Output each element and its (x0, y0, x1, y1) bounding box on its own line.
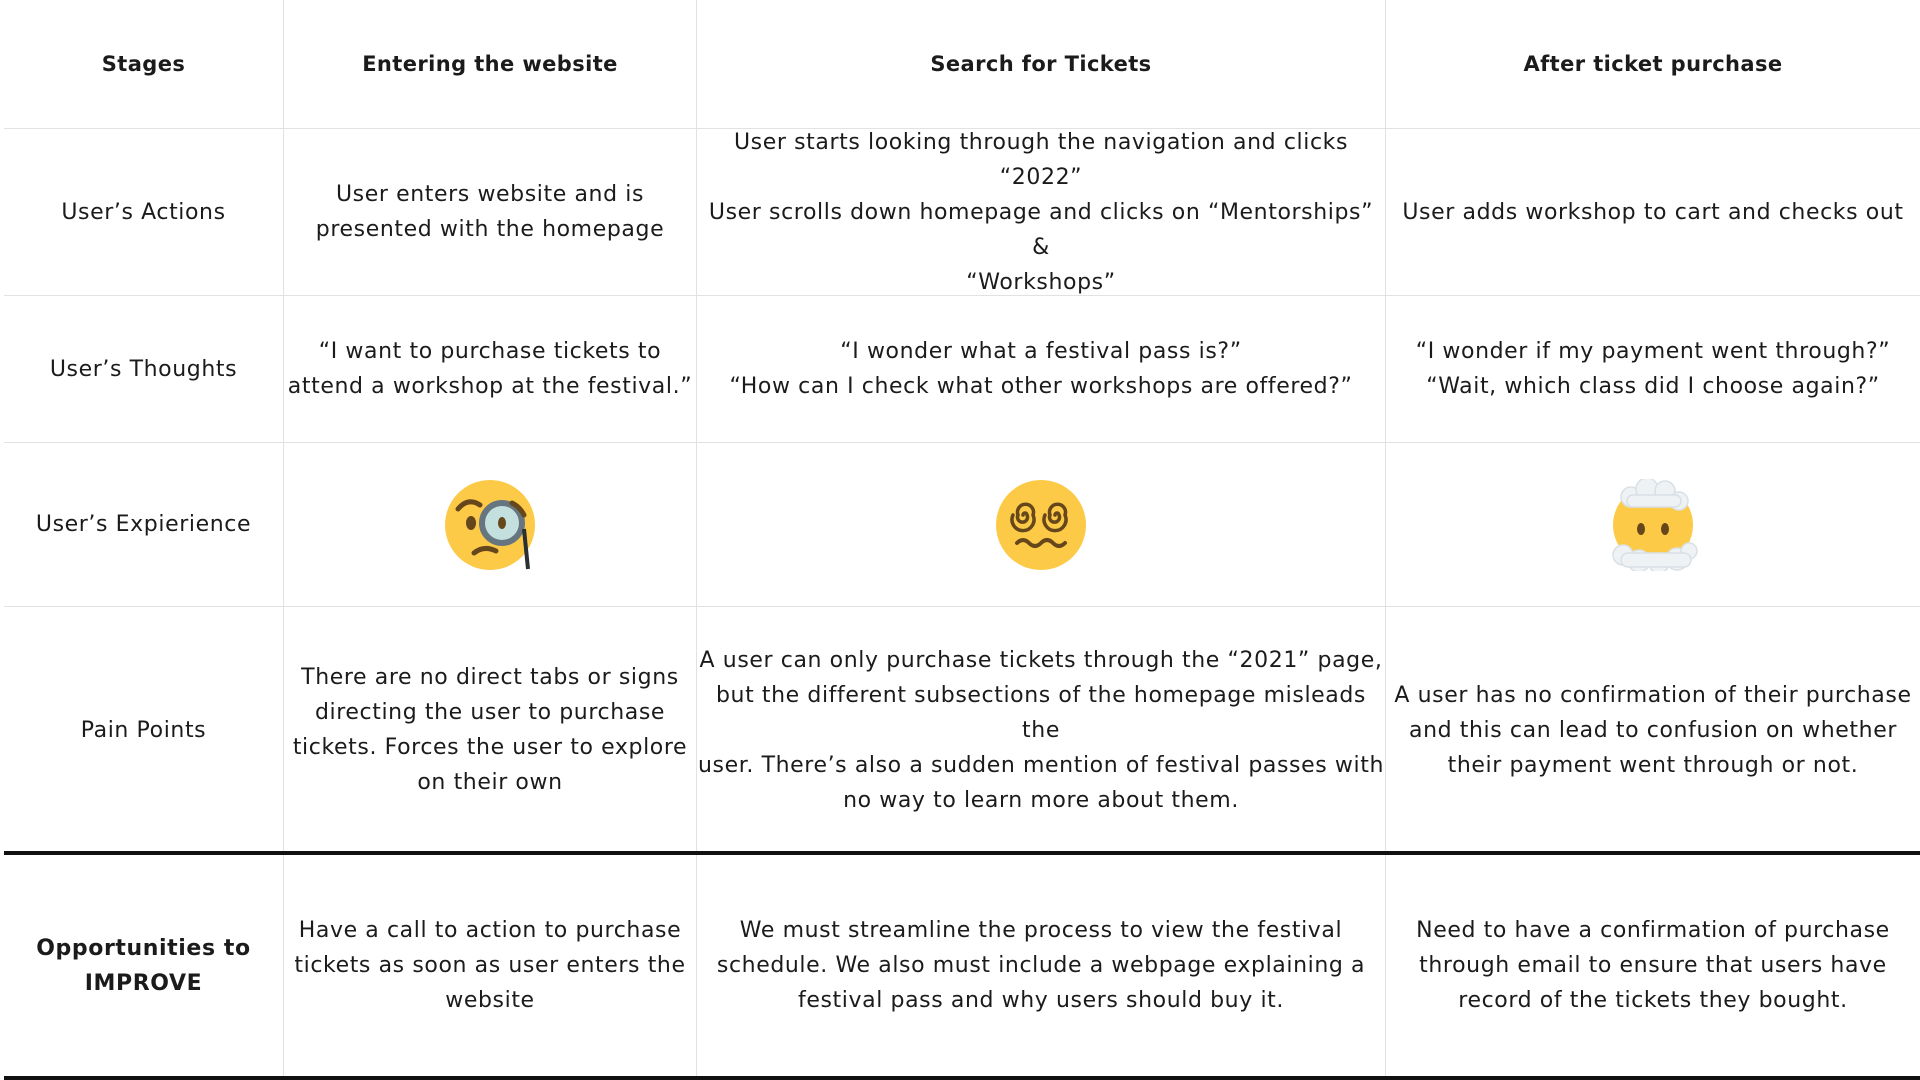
thoughts-label: User’s Thoughts (4, 296, 284, 442)
thoughts-after-line: “I wonder if my payment went through?” (1415, 339, 1891, 364)
header-stages: Stages (4, 0, 284, 129)
actions-search (697, 129, 1386, 295)
experience-after (1386, 443, 1920, 606)
opportunities-entering (284, 855, 697, 1076)
header-after-purchase: After ticket purchase (1523, 52, 1783, 76)
actions-search-line: User scrolls down homepage and clicks on “Mentorships” & (708, 199, 1374, 260)
opportunities-after-line: record of the tickets they bought. (1458, 988, 1848, 1013)
pain-after-line: A user has no confirmation of their purchase (1394, 682, 1912, 708)
actions-after (1386, 129, 1920, 295)
thoughts-row (4, 296, 1920, 442)
opportunities-search-line: We must streamline the process to view the festival (739, 918, 1343, 943)
bottom-border-thick (4, 1076, 1920, 1080)
header-row (4, 0, 1920, 129)
header-search-tickets: Search for Tickets (697, 0, 1386, 129)
opportunities-after-line: through email to ensure that users have (1419, 953, 1887, 978)
face-in-clouds-icon (1607, 479, 1699, 571)
experience-label: User’s Expierience (4, 443, 284, 606)
journey-map-table (4, 0, 1920, 1080)
pain-entering-line: tickets. Forces the user to explore (292, 735, 688, 760)
opportunities-entering-line: Have a call to action to purchase (298, 918, 682, 943)
pain-label: Pain Points (4, 607, 284, 853)
opportunities-label-line: IMPROVE (84, 970, 203, 996)
actions-after-line: User adds workshop to cart and checks out (1402, 199, 1904, 225)
opportunities-entering-line: website (445, 988, 535, 1013)
pain-search-line: A user can only purchase tickets through the “2021” page, (699, 647, 1383, 673)
pain-after-line: and this can lead to confusion on whether (1409, 717, 1897, 743)
thoughts-entering (284, 296, 697, 442)
actions-entering (284, 129, 697, 295)
actions-search-line: User starts looking through the navigation and clicks “2022” (733, 129, 1349, 190)
pain-after (1386, 607, 1920, 853)
thoughts-after (1386, 296, 1920, 442)
pain-search-line: no way to learn more about them. (843, 787, 1239, 813)
face-with-monocle-icon (444, 479, 536, 571)
pain-row (4, 607, 1920, 853)
opportunities-search (697, 855, 1386, 1076)
header-entering-website: Entering the website (284, 0, 697, 129)
thoughts-search-line: “How can I check what other workshops are offered?” (729, 374, 1353, 399)
pain-search-line: but the different subsections of the homepage misleads the (715, 682, 1366, 743)
face-with-spiral-eyes-icon (995, 479, 1087, 571)
opportunities-search-line: festival pass and why users should buy it. (798, 988, 1284, 1013)
thoughts-after-line: “Wait, which class did I choose again?” (1426, 374, 1880, 399)
pain-entering-line: directing the user to purchase (314, 700, 666, 725)
opportunities-label-line: Opportunities to (36, 935, 251, 961)
thoughts-entering-line: “I want to purchase tickets to (318, 339, 662, 364)
pain-search (697, 607, 1386, 853)
pain-after-line: their payment went through or not. (1447, 752, 1859, 778)
experience-row (4, 443, 1920, 606)
opportunities-row (4, 855, 1920, 1076)
opportunities-after-line: Need to have a confirmation of purchase (1416, 918, 1890, 943)
opportunities-entering-line: tickets as soon as user enters the (294, 953, 686, 978)
pain-entering-line: There are no direct tabs or signs (301, 665, 679, 690)
thoughts-entering-line: attend a workshop at the festival.” (287, 374, 693, 399)
pain-entering-line: on their own (417, 770, 563, 795)
actions-entering-line: User enters website and is (335, 182, 645, 207)
actions-label: User’s Actions (4, 129, 284, 295)
actions-row (4, 129, 1920, 295)
thoughts-search-line: “I wonder what a festival pass is?” (840, 339, 1242, 364)
opportunities-label (4, 855, 284, 1076)
experience-entering (284, 443, 697, 606)
opportunities-search-line: schedule. We also must include a webpage explaining a (716, 953, 1366, 978)
actions-search-line: “Workshops” (966, 269, 1116, 295)
actions-entering-line: presented with the homepage (315, 217, 665, 242)
pain-search-line: user. There’s also a sudden mention of festival passes with (698, 752, 1384, 778)
opportunities-after (1386, 855, 1920, 1076)
thoughts-search (697, 296, 1386, 442)
pain-entering (284, 607, 697, 853)
experience-search (697, 443, 1386, 606)
